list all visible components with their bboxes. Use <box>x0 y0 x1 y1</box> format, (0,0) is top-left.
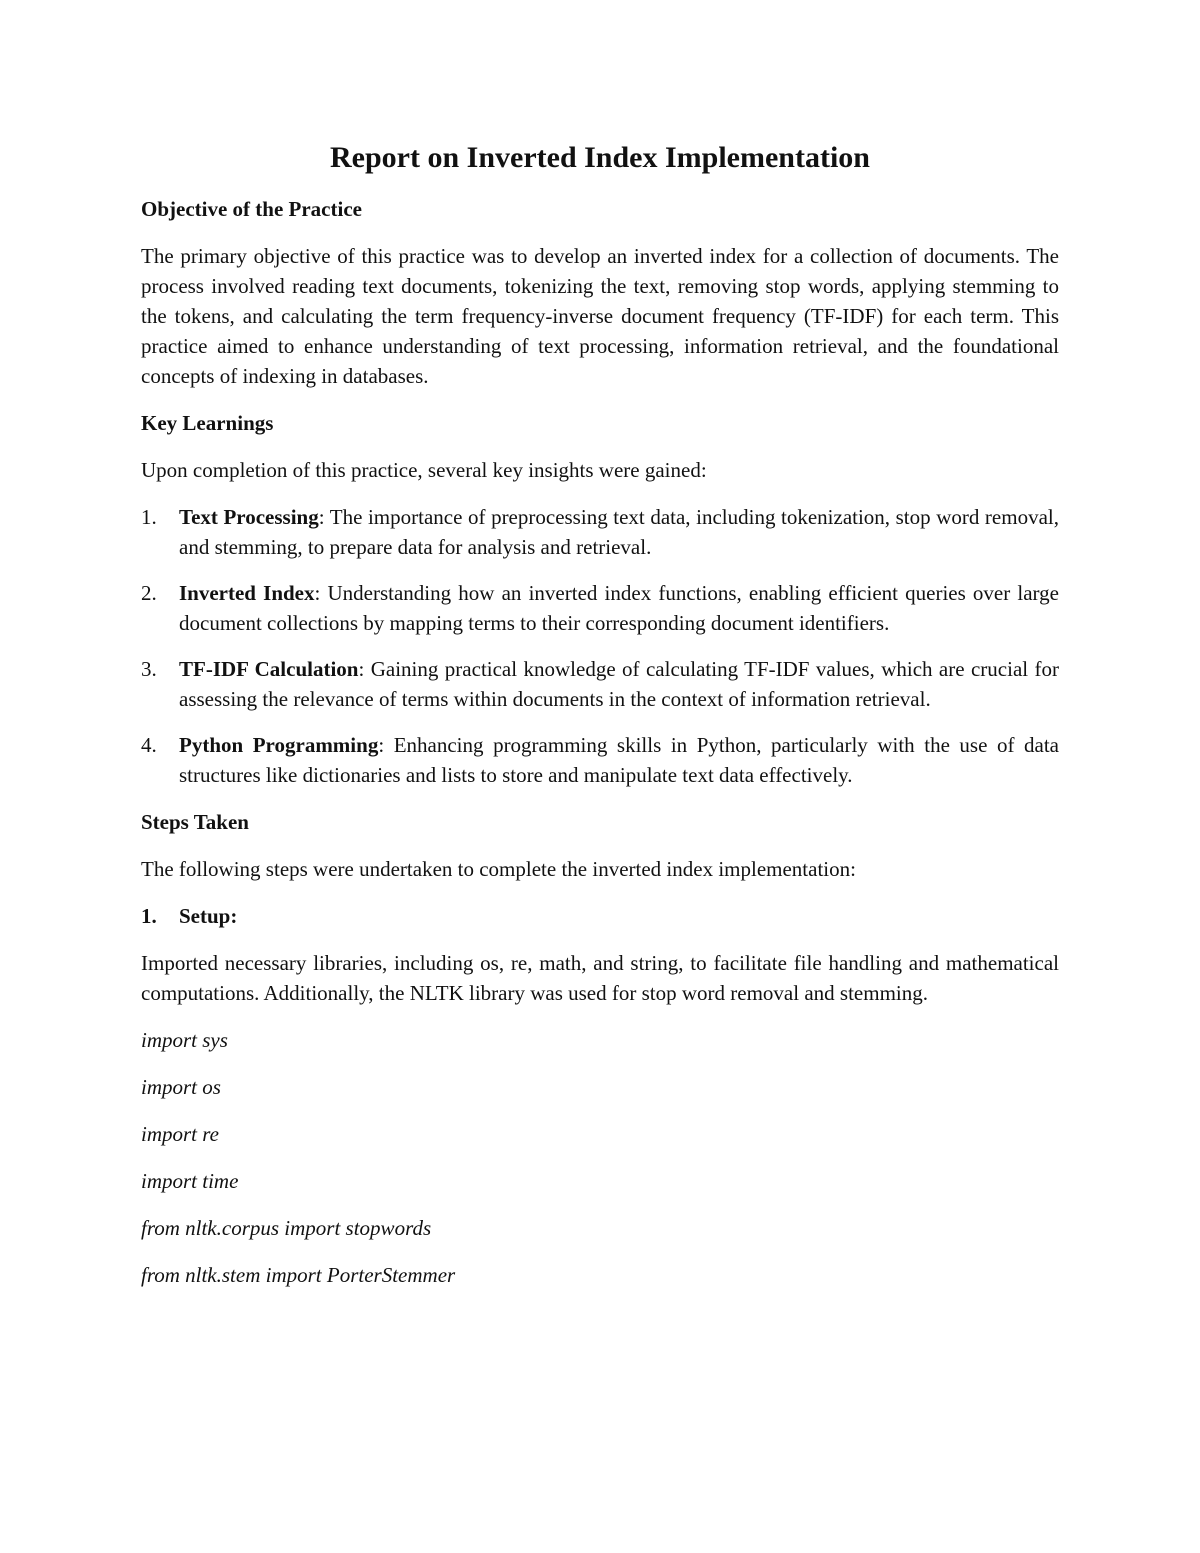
code-line: from nltk.stem import PorterStemmer <box>141 1263 456 1287</box>
list-item-text: : The importance of preprocessing text data, including tokenization, stop word removal, and stemming, to prepare data for analysis and retrieval. <box>179 505 1059 559</box>
list-item-term: Inverted Index <box>179 581 315 605</box>
objective-paragraph: The primary objective of this practice was to develop an inverted index for a collection of documents. The process involved reading text documents, tokenizing the text, removing stop words, applying stemming to the tokens, and calculating the term frequency-inverse document frequency (TF-IDF) for each term. This practice aimed to enhance understanding of text processing, information retrieval, and the foundational concepts of indexing in databases. <box>141 244 1059 388</box>
code-line: from nltk.corpus import stopwords <box>141 1216 432 1240</box>
steps-intro: The following steps were undertaken to complete the inverted index implementation: <box>141 857 856 881</box>
list-item-number: 4. <box>141 733 157 757</box>
steps-heading: Steps Taken <box>141 810 249 834</box>
code-line: import time <box>141 1169 239 1193</box>
list-item-number: 1. <box>141 505 157 529</box>
list-item-number: 3. <box>141 657 157 681</box>
list-item <box>141 578 1059 638</box>
setup-paragraph: Imported necessary libraries, including os, re, math, and string, to facilitate file handling and mathematical computations. Additionally, the NLTK library was used for stop word removal and stemming. <box>141 951 1059 1005</box>
list-item-term: TF-IDF Calculation <box>179 657 359 681</box>
list-item <box>141 654 1059 714</box>
list-item <box>141 730 1059 790</box>
objective-heading: Objective of the Practice <box>141 197 362 221</box>
list-item <box>141 502 1059 562</box>
step-number: 1. <box>141 904 157 928</box>
key-learnings-intro: Upon completion of this practice, several key insights were gained: <box>141 458 707 482</box>
list-item-term: Python Programming <box>179 733 379 757</box>
list-item-text: : Enhancing programming skills in Python, particularly with the use of data structures like dictionaries and lists to store and manipulate text data effectively. <box>179 733 1059 787</box>
list-item-text: : Gaining practical knowledge of calculating TF-IDF values, which are crucial for assessing the relevance of terms within documents in the context of information retrieval. <box>179 657 1060 711</box>
list-item-text: : Understanding how an inverted index functions, enabling efficient queries over large document collections by mapping terms to their corresponding document identifiers. <box>179 581 1059 635</box>
document-page <box>141 138 1059 1307</box>
code-line: import os <box>141 1075 221 1099</box>
document-title: Report on Inverted Index Implementation <box>330 141 870 174</box>
code-line: import re <box>141 1122 219 1146</box>
key-learnings-list <box>141 502 1059 790</box>
list-item-number: 2. <box>141 581 157 605</box>
key-learnings-heading: Key Learnings <box>141 411 274 435</box>
list-item-term: Text Processing <box>179 505 319 529</box>
code-line: import sys <box>141 1028 228 1052</box>
step-setup-heading <box>141 901 1059 931</box>
step-label: Setup: <box>179 904 238 928</box>
